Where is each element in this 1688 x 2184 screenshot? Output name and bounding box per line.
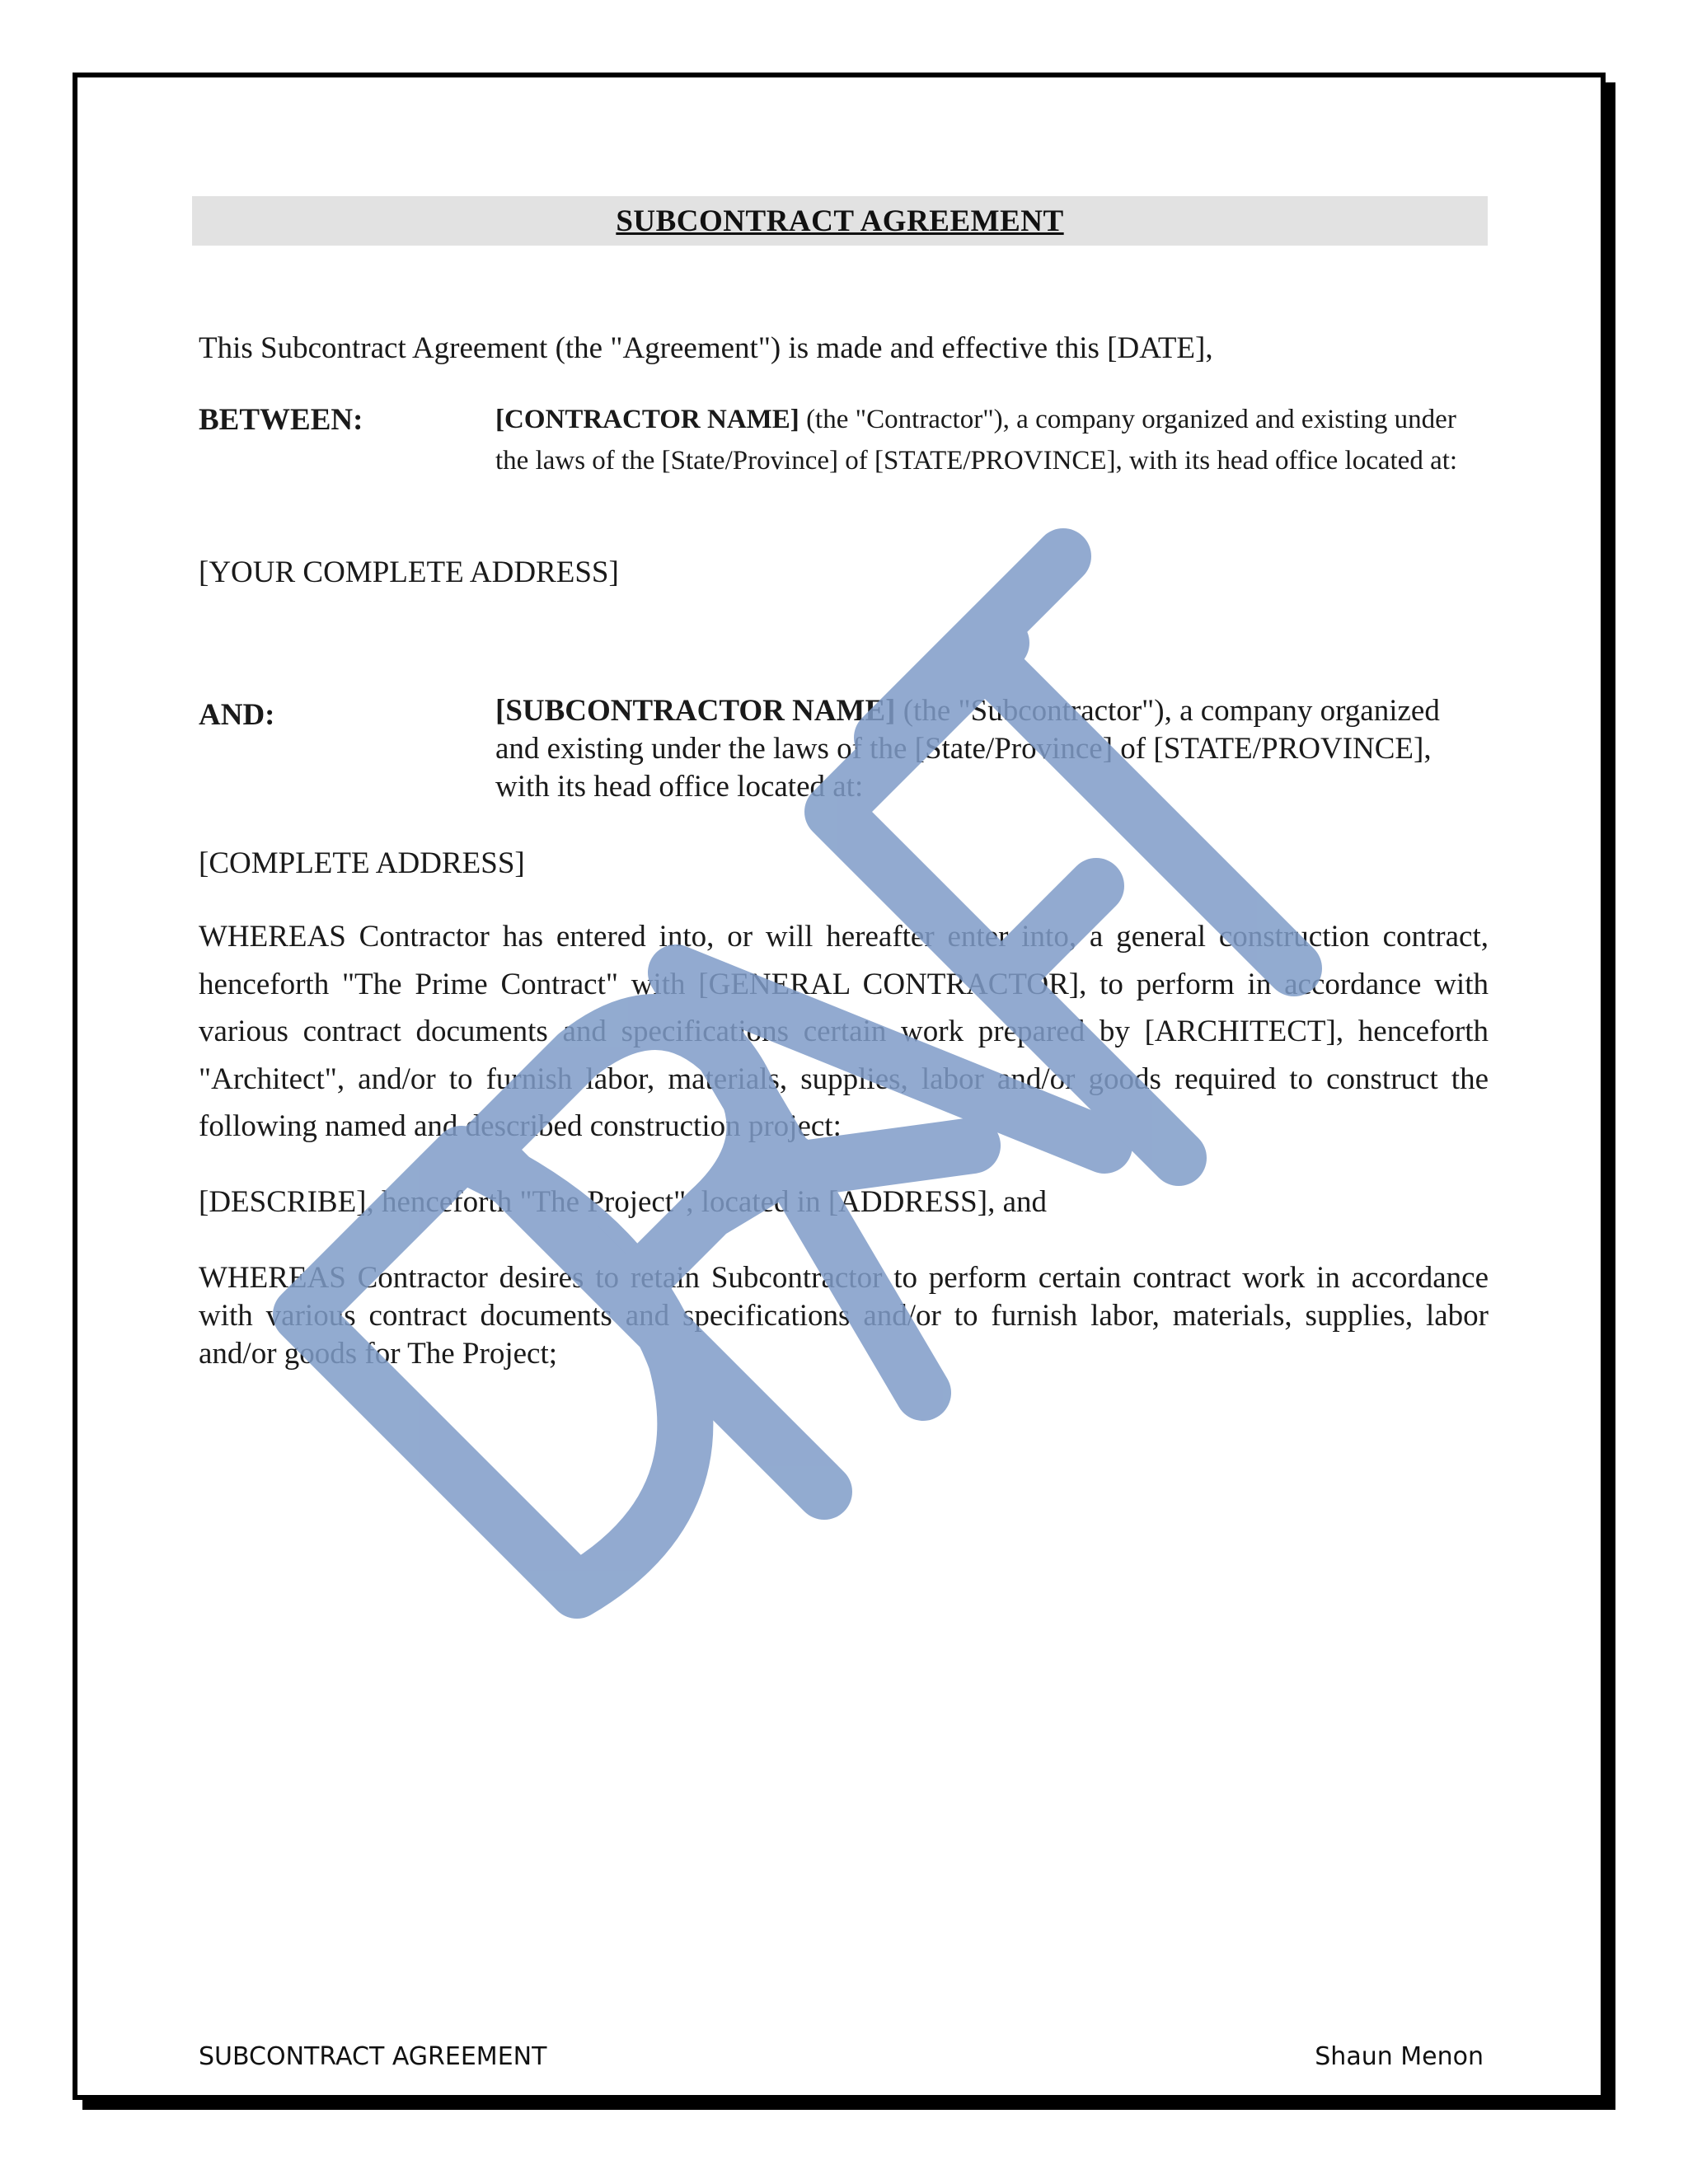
footer-title: SUBCONTRACT AGREEMENT [199, 2042, 547, 2071]
subcontractor-address: [COMPLETE ADDRESS] [199, 846, 525, 880]
subcontractor-description: (the "Subcontractor"), a company organized and existing under the laws of the [State/Province] of [STATE/PROVINCE], with its head office located at: [495, 694, 1440, 804]
project-line: [DESCRIBE], henceforth "The Project", located in [ADDRESS], and [199, 1185, 1047, 1219]
between-label: BETWEEN: [199, 403, 363, 437]
contractor-party-block [495, 399, 1484, 481]
subcontractor-party-block [495, 692, 1484, 806]
and-label: AND: [199, 698, 275, 732]
whereas-paragraph-2: WHEREAS Contractor desires to retain Subcontractor to perform certain contract work in accordance with various contract documents and specifications and/or to furnish labor, materials, supplies, labor and/or goods for The Project; [199, 1261, 1489, 1371]
title-bar [192, 196, 1488, 246]
subcontractor-name: [SUBCONTRACTOR NAME] [495, 694, 896, 728]
whereas-paragraph-1: WHEREAS Contractor has entered into, or will hereafter enter into, a general construction contract, henceforth "The Prime Contract" with [GENERAL CONTRACTOR], to perform in accordance with various contract documents and specifications certain work prepared by [ARCHITECT], henceforth "Architect", and/or to furnish labor, materials, supplies, labor and/or goods required to construct the following named and described construction project: [199, 920, 1489, 1143]
contractor-description: (the "Contractor"), a company organized and existing under the laws of the [State/Province] of [STATE/PROVINCE], with its head office located at: [495, 405, 1458, 476]
intro-line: This Subcontract Agreement (the "Agreement") is made and effective this [DATE], [199, 331, 1213, 365]
contractor-name: [CONTRACTOR NAME] [495, 405, 799, 434]
document-title: SUBCONTRACT AGREEMENT [616, 204, 1064, 238]
contractor-address: [YOUR COMPLETE ADDRESS] [199, 555, 619, 589]
footer-author: Shaun Menon [1315, 2042, 1484, 2071]
